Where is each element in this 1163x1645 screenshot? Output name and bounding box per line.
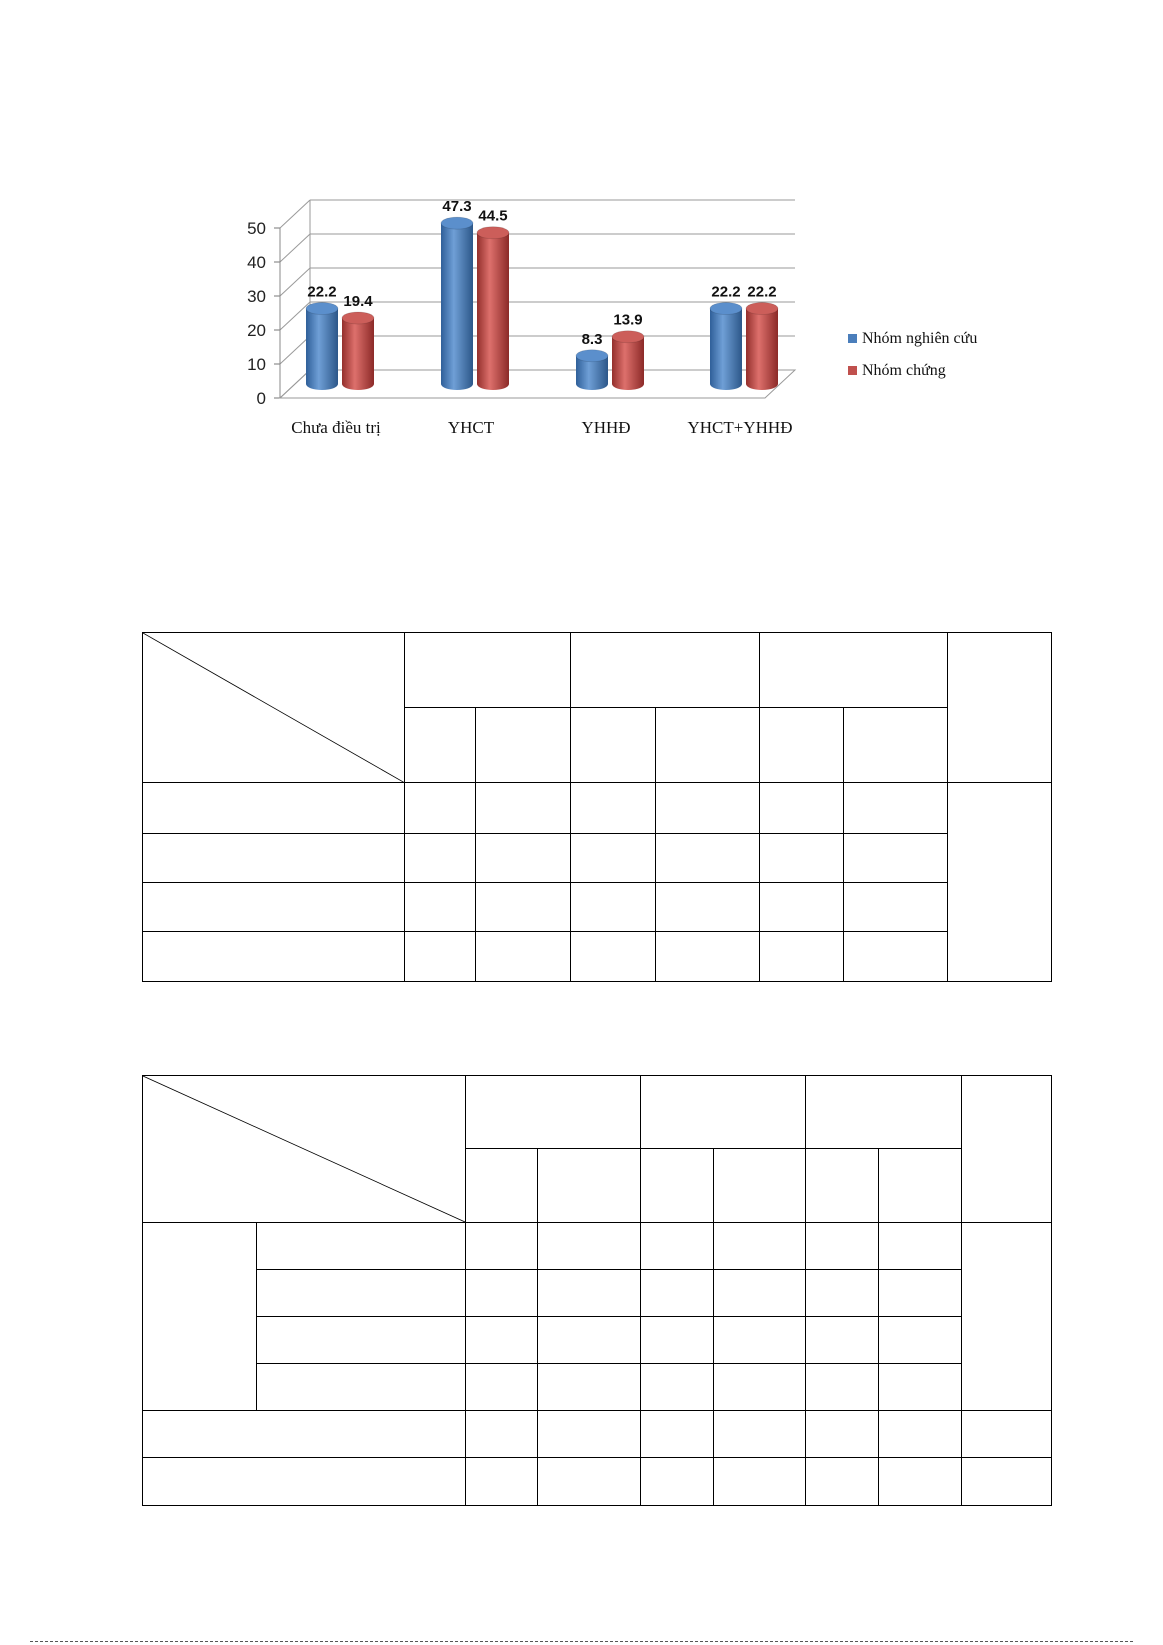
table-cell — [760, 833, 844, 882]
legend-swatch — [848, 366, 857, 375]
gridline-side — [280, 200, 310, 228]
bar-nhom-chung — [746, 303, 778, 390]
chart-bars — [306, 217, 778, 390]
chart-legend — [848, 330, 977, 379]
table-cell — [538, 1458, 641, 1506]
x-tick-label: YHCT+YHHĐ — [687, 418, 793, 437]
data-label: 22.2 — [747, 283, 777, 301]
table-cell — [806, 1411, 879, 1458]
table-cell — [656, 833, 760, 882]
table-cell — [143, 1411, 466, 1458]
table-cell — [879, 1364, 962, 1411]
table-row — [143, 1223, 1052, 1270]
page-bottom-rule — [30, 1641, 1133, 1642]
table-2-header-cell — [466, 1076, 641, 1149]
bar-top — [441, 217, 473, 229]
table-cell — [257, 1364, 466, 1411]
bar-top — [746, 303, 778, 315]
table-row — [143, 1270, 1052, 1317]
table-row — [143, 1364, 1052, 1411]
table-cell — [844, 783, 948, 833]
table-cell — [538, 1364, 641, 1411]
legend-swatch — [848, 334, 857, 343]
table-cell — [948, 783, 1052, 982]
table-cell — [538, 1317, 641, 1364]
table-cell — [760, 882, 844, 931]
gridline-side — [280, 336, 310, 364]
data-label: 22.2 — [711, 283, 741, 301]
bar-body — [441, 223, 473, 390]
table-cell — [714, 1458, 806, 1506]
table-cell — [143, 931, 405, 981]
table-cell — [538, 1270, 641, 1317]
table-cell — [257, 1223, 466, 1270]
bar-top — [612, 331, 644, 343]
table-row — [143, 783, 1052, 833]
table-cell — [466, 1458, 538, 1506]
table-cell — [962, 1411, 1052, 1458]
table-cell — [466, 1270, 538, 1317]
table-2-header-cell — [806, 1076, 962, 1149]
bar-nhom-chung — [612, 331, 644, 390]
table-cell — [844, 882, 948, 931]
table-2-subheader-cell — [806, 1149, 879, 1223]
chart-canvas — [0, 0, 1163, 470]
y-tick-label: 10 — [247, 355, 266, 374]
table-cell — [641, 1317, 714, 1364]
table-cell — [257, 1317, 466, 1364]
table-cell — [714, 1364, 806, 1411]
gridline-side — [280, 268, 310, 296]
data-label: 13.9 — [613, 311, 643, 329]
table-2-subheader-cell — [641, 1149, 714, 1223]
bar-nhom-chung — [342, 312, 374, 390]
bar-body — [477, 233, 509, 390]
bar-top — [477, 227, 509, 239]
table-cell — [879, 1411, 962, 1458]
table-row — [143, 1411, 1052, 1458]
table-cell — [641, 1270, 714, 1317]
bar-top — [576, 350, 608, 362]
table-2-header-cell — [962, 1076, 1052, 1223]
table-2-subheader-cell — [879, 1149, 962, 1223]
y-tick-label: 30 — [247, 287, 266, 306]
y-tick-label: 0 — [256, 389, 266, 408]
bar-body — [306, 309, 338, 390]
table-cell — [466, 1223, 538, 1270]
table-cell — [844, 833, 948, 882]
table-cell — [257, 1270, 466, 1317]
data-label: 47.3 — [442, 198, 472, 216]
table-cell — [571, 882, 656, 931]
table-1-header-cell — [760, 633, 948, 708]
table-cell — [405, 931, 476, 981]
table-cell — [879, 1270, 962, 1317]
diagonal-line — [143, 633, 404, 782]
x-tick-label: YHHĐ — [581, 418, 631, 437]
bar-body — [342, 318, 374, 390]
table-cell — [760, 783, 844, 833]
table-cell — [466, 1411, 538, 1458]
table-cell — [656, 882, 760, 931]
table-row — [143, 882, 1052, 931]
table-cell — [476, 931, 571, 981]
table-cell — [405, 783, 476, 833]
table-2-subheader-cell — [538, 1149, 641, 1223]
table-2-subheader-cell — [466, 1149, 538, 1223]
bar-top — [306, 303, 338, 315]
table-cell — [879, 1317, 962, 1364]
table-cell — [714, 1317, 806, 1364]
table-cell — [656, 783, 760, 833]
table-1-corner-cell — [143, 633, 405, 783]
gridline-side — [280, 302, 310, 330]
table-cell — [806, 1458, 879, 1506]
bar-nhom-nghien-cuu — [576, 350, 608, 390]
bar-top — [710, 303, 742, 315]
table-cell — [806, 1364, 879, 1411]
legend-label: Nhóm chứng — [862, 362, 946, 379]
table-cell — [760, 931, 844, 981]
table-cell — [571, 783, 656, 833]
table-cell — [806, 1223, 879, 1270]
y-tick-label: 50 — [247, 219, 266, 238]
table-row — [143, 1458, 1052, 1506]
table-cell — [641, 1364, 714, 1411]
table-cell — [879, 1458, 962, 1506]
bar-nhom-nghien-cuu — [710, 303, 742, 390]
x-tick-label: YHCT — [447, 418, 495, 437]
diagonal-line — [143, 1076, 465, 1222]
table-cell — [656, 931, 760, 981]
table-cell — [476, 882, 571, 931]
table-cell — [143, 783, 405, 833]
table-cell — [466, 1364, 538, 1411]
table-cell — [476, 783, 571, 833]
table-1 — [142, 632, 1052, 982]
table-cell — [143, 833, 405, 882]
y-tick-label: 40 — [247, 253, 266, 272]
table-cell — [879, 1223, 962, 1270]
data-label: 44.5 — [478, 207, 508, 225]
table-row — [143, 931, 1052, 981]
y-tick-label: 20 — [247, 321, 266, 340]
table-row — [143, 833, 1052, 882]
table-1-header-cell — [948, 633, 1052, 783]
data-label: 19.4 — [343, 293, 373, 311]
table-cell — [714, 1270, 806, 1317]
table-cell — [143, 1458, 466, 1506]
table-1-subheader-cell — [405, 708, 476, 783]
table-1-subheader-cell — [656, 708, 760, 783]
table-1-header-cell — [405, 633, 571, 708]
table-1-subheader-cell — [760, 708, 844, 783]
table-cell — [641, 1223, 714, 1270]
table-cell — [571, 833, 656, 882]
table-1-subheader-cell — [844, 708, 948, 783]
bar-nhom-chung — [477, 227, 509, 390]
table-cell — [476, 833, 571, 882]
table-cell — [571, 931, 656, 981]
table-2-header-cell — [641, 1076, 806, 1149]
data-label: 8.3 — [581, 330, 603, 348]
bar-chart — [0, 0, 1163, 470]
table-cell — [714, 1411, 806, 1458]
table-1-subheader-cell — [571, 708, 656, 783]
bar-body — [710, 309, 742, 390]
table-cell — [641, 1411, 714, 1458]
data-label: 22.2 — [307, 283, 337, 301]
bar-body — [612, 337, 644, 390]
table-cell — [806, 1317, 879, 1364]
x-tick-label: Chưa điều trị — [291, 418, 381, 437]
table-cell — [405, 882, 476, 931]
table-cell — [466, 1317, 538, 1364]
table-cell — [962, 1223, 1052, 1411]
table-group-cell — [143, 1223, 257, 1411]
bar-nhom-nghien-cuu — [306, 303, 338, 390]
table-cell — [714, 1223, 806, 1270]
table-cell — [143, 882, 405, 931]
table-cell — [405, 833, 476, 882]
bar-body — [746, 309, 778, 390]
gridline-side — [280, 234, 310, 262]
bar-top — [342, 312, 374, 324]
bar-nhom-nghien-cuu — [441, 217, 473, 390]
table-cell — [538, 1411, 641, 1458]
table-2-subheader-cell — [714, 1149, 806, 1223]
legend-label: Nhóm nghiên cứu — [862, 330, 978, 347]
table-cell — [806, 1270, 879, 1317]
table-2-corner-cell — [143, 1076, 466, 1223]
table-2 — [142, 1075, 1052, 1506]
table-cell — [538, 1223, 641, 1270]
table-cell — [641, 1458, 714, 1506]
table-1-subheader-cell — [476, 708, 571, 783]
table-1-header-cell — [571, 633, 760, 708]
table-row — [143, 1317, 1052, 1364]
table-cell — [962, 1458, 1052, 1506]
table-cell — [844, 931, 948, 981]
